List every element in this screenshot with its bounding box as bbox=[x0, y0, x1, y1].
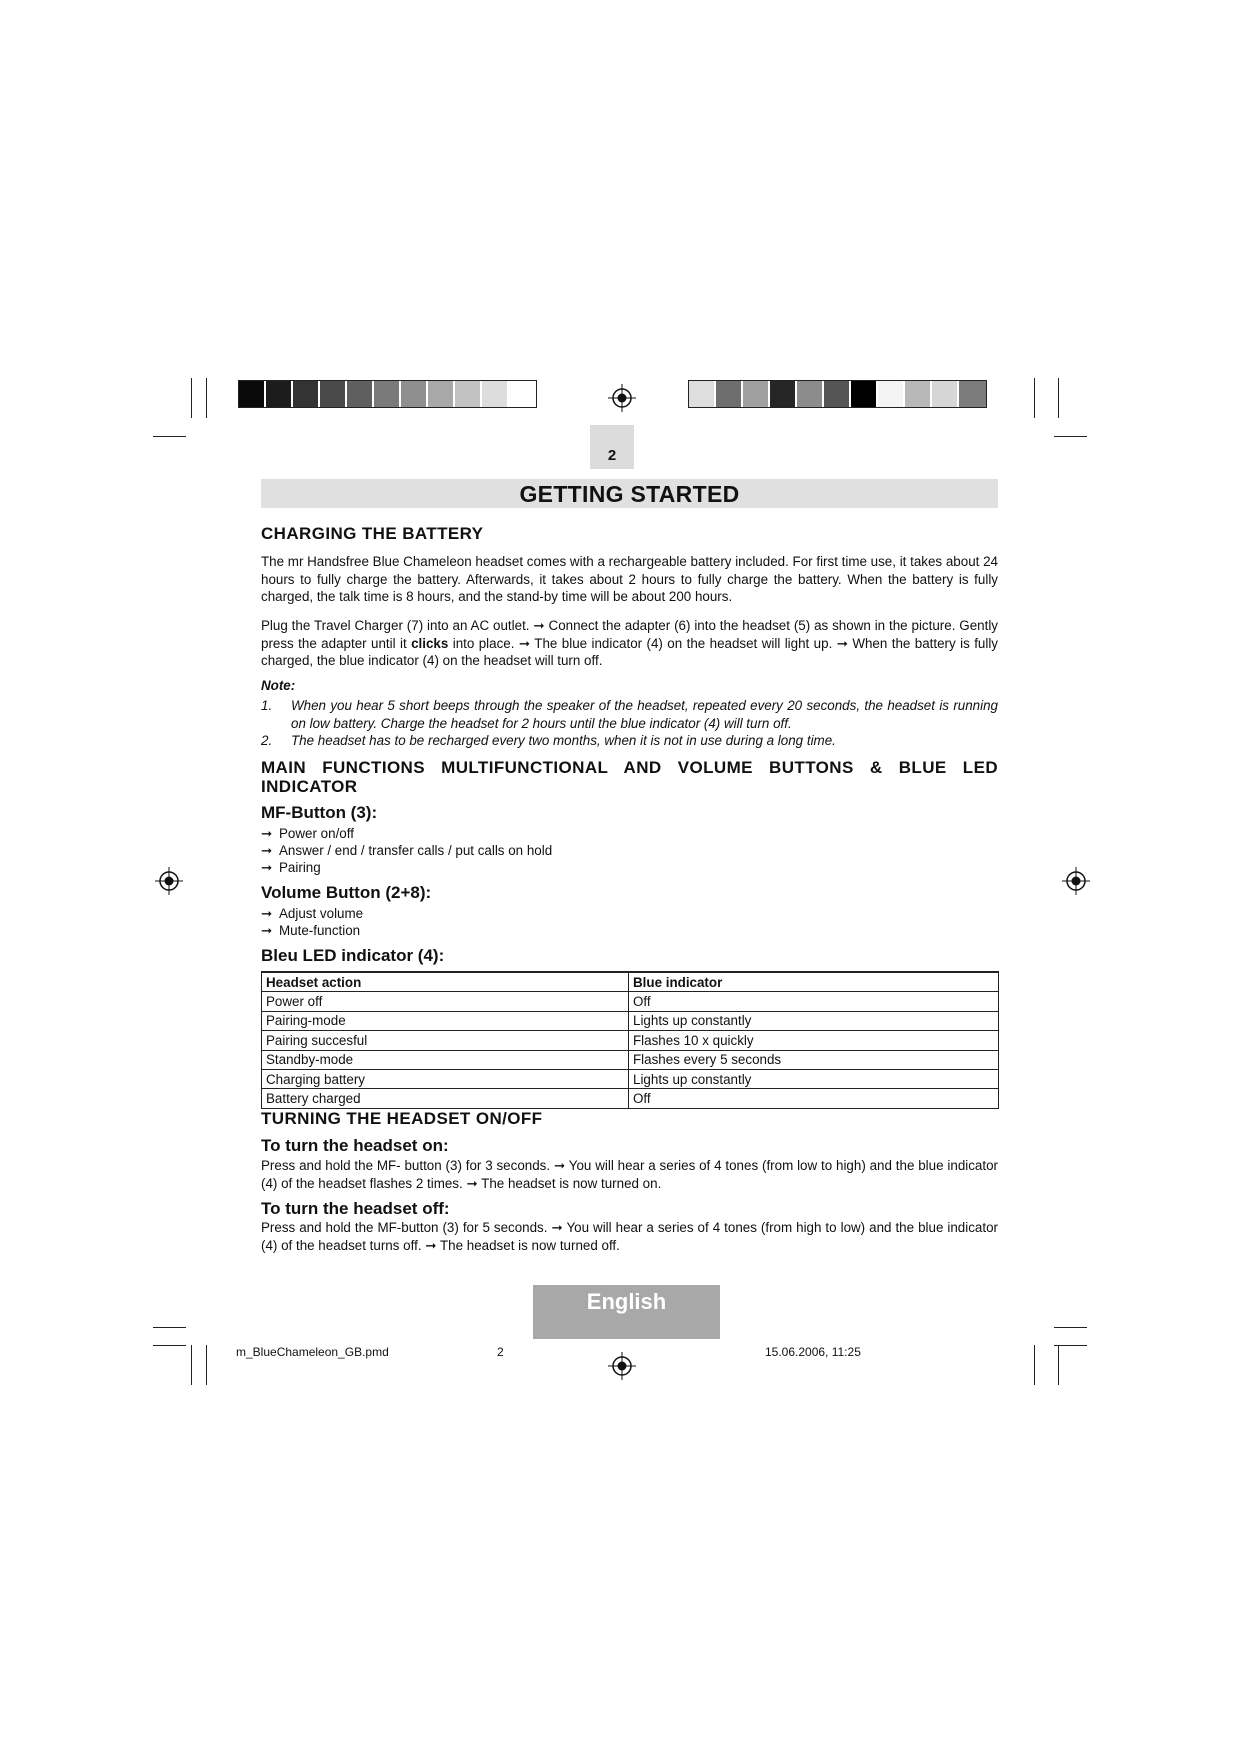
crop-mark bbox=[206, 378, 207, 418]
table-cell: Lights up constantly bbox=[629, 1011, 999, 1030]
color-swatch bbox=[374, 381, 401, 407]
crop-mark bbox=[153, 1345, 186, 1346]
volume-button-heading: Volume Button (2+8): bbox=[261, 883, 432, 902]
table-row bbox=[262, 992, 999, 1011]
arrow-icon: ➞ bbox=[533, 618, 545, 633]
section-heading-onoff: TURNING THE HEADSET ON/OFF bbox=[261, 1109, 543, 1128]
text-span: The blue indicator (4) on the headset will light up. bbox=[530, 635, 837, 651]
footer-page: 2 bbox=[497, 1345, 504, 1359]
table-row bbox=[262, 1050, 999, 1069]
footer-date: 15.06.2006, 11:25 bbox=[765, 1345, 861, 1359]
turn-off-heading: To turn the headset off: bbox=[261, 1199, 450, 1218]
color-swatch bbox=[347, 381, 374, 407]
color-swatch bbox=[293, 381, 320, 407]
table-header-cell: Blue indicator bbox=[629, 972, 999, 992]
text-span: Press and hold the MF-button (3) for 5 seconds. bbox=[261, 1220, 552, 1235]
table-cell: Pairing succesful bbox=[262, 1031, 629, 1050]
note-text: The headset has to be recharged every two months, when it is not in use during a long time. bbox=[291, 733, 836, 748]
registration-mark-icon bbox=[1062, 867, 1090, 895]
section-heading-functions: MAIN FUNCTIONS MULTIFUNCTIONAL AND VOLUME BUTTONS & BLUE LED INDICATOR bbox=[261, 758, 998, 796]
registration-mark-icon bbox=[608, 1352, 636, 1380]
mf-button-heading: MF-Button (3): bbox=[261, 803, 378, 822]
color-swatch bbox=[320, 381, 347, 407]
table-cell: Pairing-mode bbox=[262, 1011, 629, 1030]
text-span: You will hear a series of 4 tones (from low to high) and the blue indicator (4) of the headset flashes 2 times. bbox=[261, 1158, 999, 1191]
turn-off-paragraph bbox=[261, 1219, 998, 1254]
crop-mark bbox=[153, 1327, 186, 1328]
color-swatch bbox=[743, 381, 770, 407]
bold-text: clicks bbox=[411, 635, 449, 651]
table-cell: Standby-mode bbox=[262, 1050, 629, 1069]
crop-mark bbox=[1054, 436, 1087, 437]
list-item bbox=[261, 922, 360, 939]
color-bar-left bbox=[238, 380, 537, 408]
arrow-icon: ➞ bbox=[425, 1237, 437, 1253]
text-span: Press and hold the MF- button (3) for 3 seconds. bbox=[261, 1158, 554, 1173]
table-cell: Battery charged bbox=[262, 1089, 629, 1108]
color-swatch bbox=[482, 381, 509, 407]
arrow-icon: ➞ bbox=[261, 860, 273, 875]
text-span: When the battery is fully charged, the blue indicator (4) on the headset will turn off. bbox=[261, 635, 999, 668]
language-tab: English bbox=[533, 1285, 720, 1339]
table-row bbox=[262, 1069, 999, 1088]
note-number: 1. bbox=[261, 698, 273, 713]
crop-mark bbox=[206, 1345, 207, 1385]
note-item bbox=[261, 732, 998, 750]
list-item bbox=[261, 859, 321, 876]
table-row bbox=[262, 1031, 999, 1050]
arrow-icon: ➞ bbox=[518, 635, 531, 651]
table-cell: Off bbox=[629, 992, 999, 1011]
registration-mark-icon bbox=[155, 867, 183, 895]
table-header-row bbox=[262, 972, 999, 992]
text-span: into place. bbox=[448, 635, 519, 651]
note-item bbox=[261, 697, 998, 732]
registration-mark-icon bbox=[608, 384, 636, 412]
crop-mark bbox=[1034, 378, 1035, 418]
color-swatch bbox=[428, 381, 455, 407]
crop-mark bbox=[153, 436, 186, 437]
footer-filename: m_BlueChameleon_GB.pmd bbox=[236, 1345, 389, 1359]
list-item bbox=[261, 842, 552, 859]
color-swatch bbox=[851, 381, 878, 407]
color-swatch bbox=[878, 381, 905, 407]
crop-mark bbox=[1034, 1345, 1035, 1385]
charging-paragraph-1: The mr Handsfree Blue Chameleon headset comes with a rechargeable battery included. For first time use, it takes about 24 hours to fully charge the battery. Afterwards, it takes about 2 hours to fully charge the battery. When the battery is fully charged, the talk time is 8 hours, and the stand-by time will be about 200 hours. bbox=[261, 554, 998, 604]
table-cell: Off bbox=[629, 1089, 999, 1108]
note-label: Note: bbox=[261, 678, 296, 693]
list-item-text: Mute-function bbox=[279, 923, 361, 938]
arrow-icon: ➞ bbox=[836, 635, 848, 651]
table-cell: Flashes 10 x quickly bbox=[629, 1031, 999, 1050]
table-cell: Power off bbox=[262, 992, 629, 1011]
color-swatch bbox=[509, 381, 536, 407]
arrow-icon: ➞ bbox=[261, 843, 273, 858]
color-swatch bbox=[266, 381, 293, 407]
table-row bbox=[262, 1089, 999, 1108]
table-header-cell: Headset action bbox=[262, 972, 629, 992]
color-swatch bbox=[824, 381, 851, 407]
crop-mark bbox=[1058, 378, 1059, 418]
color-swatch bbox=[770, 381, 797, 407]
list-item-text: Pairing bbox=[279, 860, 321, 875]
color-swatch bbox=[932, 381, 959, 407]
text-span: Connect the adapter (6) into the headset (5) as shown in the picture. Gently press the adapter until it bbox=[261, 618, 999, 651]
color-swatch bbox=[455, 381, 482, 407]
list-item-text: Answer / end / transfer calls / put calls on hold bbox=[279, 843, 553, 858]
text-span: Plug the Travel Charger (7) into an AC outlet. bbox=[261, 618, 534, 633]
note-text: When you hear 5 short beeps through the speaker of the headset, repeated every 20 seconds, the headset is running on low battery. Charge the headset for 2 hours until the blue indicator (4) will turn off. bbox=[291, 698, 998, 731]
arrow-icon: ➞ bbox=[466, 1175, 478, 1191]
crop-mark bbox=[1058, 1345, 1059, 1385]
color-swatch bbox=[959, 381, 986, 407]
table-row bbox=[262, 1011, 999, 1030]
led-indicator-table bbox=[261, 971, 999, 1109]
led-indicator-heading: Bleu LED indicator (4): bbox=[261, 946, 445, 965]
color-swatch bbox=[905, 381, 932, 407]
color-swatch bbox=[716, 381, 743, 407]
section-heading-charging: CHARGING THE BATTERY bbox=[261, 524, 484, 543]
list-item bbox=[261, 825, 354, 842]
list-item bbox=[261, 905, 363, 922]
arrow-icon: ➞ bbox=[553, 1158, 566, 1173]
crop-mark bbox=[1054, 1327, 1087, 1328]
table-cell: Charging battery bbox=[262, 1069, 629, 1088]
text-span: You will hear a series of 4 tones (from high to low) and the blue indicator (4) of the headset turns off. bbox=[261, 1220, 998, 1253]
list-item-text: Adjust volume bbox=[279, 906, 364, 921]
arrow-icon: ➞ bbox=[261, 826, 273, 841]
note-number: 2. bbox=[261, 733, 273, 748]
color-swatch bbox=[401, 381, 428, 407]
charging-paragraph-2 bbox=[261, 617, 998, 670]
turn-on-heading: To turn the headset on: bbox=[261, 1136, 449, 1155]
page-number: 2 bbox=[590, 425, 634, 469]
arrow-icon: ➞ bbox=[261, 923, 273, 938]
color-bar-right bbox=[688, 380, 987, 408]
color-swatch bbox=[797, 381, 824, 407]
table-cell: Lights up constantly bbox=[629, 1069, 999, 1088]
text-span: The headset is now turned on. bbox=[477, 1175, 662, 1191]
color-swatch bbox=[689, 381, 716, 407]
page-title: GETTING STARTED bbox=[261, 479, 998, 508]
crop-mark bbox=[191, 1345, 192, 1385]
arrow-icon: ➞ bbox=[551, 1220, 563, 1235]
color-swatch bbox=[239, 381, 266, 407]
text-span: The headset is now turned off. bbox=[436, 1237, 620, 1253]
table-cell: Flashes every 5 seconds bbox=[629, 1050, 999, 1069]
list-item-text: Power on/off bbox=[279, 826, 354, 841]
arrow-icon: ➞ bbox=[261, 906, 273, 921]
crop-mark bbox=[191, 378, 192, 418]
turn-on-paragraph bbox=[261, 1157, 998, 1192]
